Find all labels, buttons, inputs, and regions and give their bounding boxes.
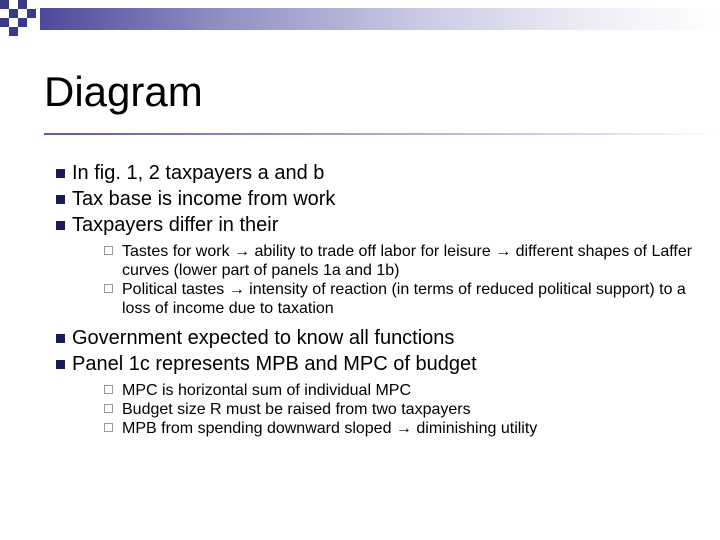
title-underline xyxy=(44,133,716,135)
sub-bullet-item xyxy=(104,381,696,400)
bullet-item xyxy=(56,160,696,186)
slide-title: Diagram xyxy=(44,68,203,115)
sub-bullet-item xyxy=(104,242,696,280)
deco-square xyxy=(0,18,9,27)
square-bullet-icon xyxy=(56,195,65,204)
bullet-text: In fig. 1, 2 taxpayers a and b xyxy=(72,162,325,184)
bullet-item xyxy=(56,212,696,238)
deco-square xyxy=(27,9,36,18)
bullet-item xyxy=(56,325,696,351)
bullet-item xyxy=(56,186,696,212)
hollow-square-bullet-icon xyxy=(104,404,113,413)
sub-bullet-item xyxy=(104,419,696,438)
sub-bullet-item xyxy=(104,400,696,419)
square-bullet-icon xyxy=(56,169,65,178)
slide-content xyxy=(56,160,696,438)
sub-bullet-text: MPC is horizontal sum of individual MPC xyxy=(122,382,411,399)
square-bullet-icon xyxy=(56,221,65,230)
deco-square xyxy=(18,18,27,27)
sub-bullet-text: Political tastes → intensity of reaction (in terms of reduced political support) to a loss of income due to taxation xyxy=(122,281,686,317)
sub-bullet-text: Budget size R must be raised from two taxpayers xyxy=(122,401,471,418)
hollow-square-bullet-icon xyxy=(104,385,113,394)
deco-square xyxy=(9,27,18,36)
deco-square xyxy=(0,0,9,9)
bullet-item xyxy=(56,351,696,377)
deco-square xyxy=(18,0,27,9)
bullet-text: Tax base is income from work xyxy=(72,188,336,210)
header-gradient-bar xyxy=(40,8,720,30)
bullet-text: Taxpayers differ in their xyxy=(72,214,279,236)
deco-square xyxy=(9,9,18,18)
square-bullet-icon xyxy=(56,360,65,369)
sub-bullet-text: MPB from spending downward sloped → diminishing utility xyxy=(122,420,538,437)
square-bullet-icon xyxy=(56,334,65,343)
bullet-text: Panel 1c represents MPB and MPC of budget xyxy=(72,353,477,375)
sub-bullet-item xyxy=(104,280,696,318)
header-decoration xyxy=(0,0,720,40)
sub-bullet-text: Tastes for work → ability to trade off labor for leisure → different shapes of Laffer curves (lower part of panels 1a and 1b) xyxy=(122,243,693,279)
hollow-square-bullet-icon xyxy=(104,246,113,255)
hollow-square-bullet-icon xyxy=(104,423,113,432)
bullet-text: Government expected to know all functions xyxy=(72,327,455,349)
hollow-square-bullet-icon xyxy=(104,284,113,293)
